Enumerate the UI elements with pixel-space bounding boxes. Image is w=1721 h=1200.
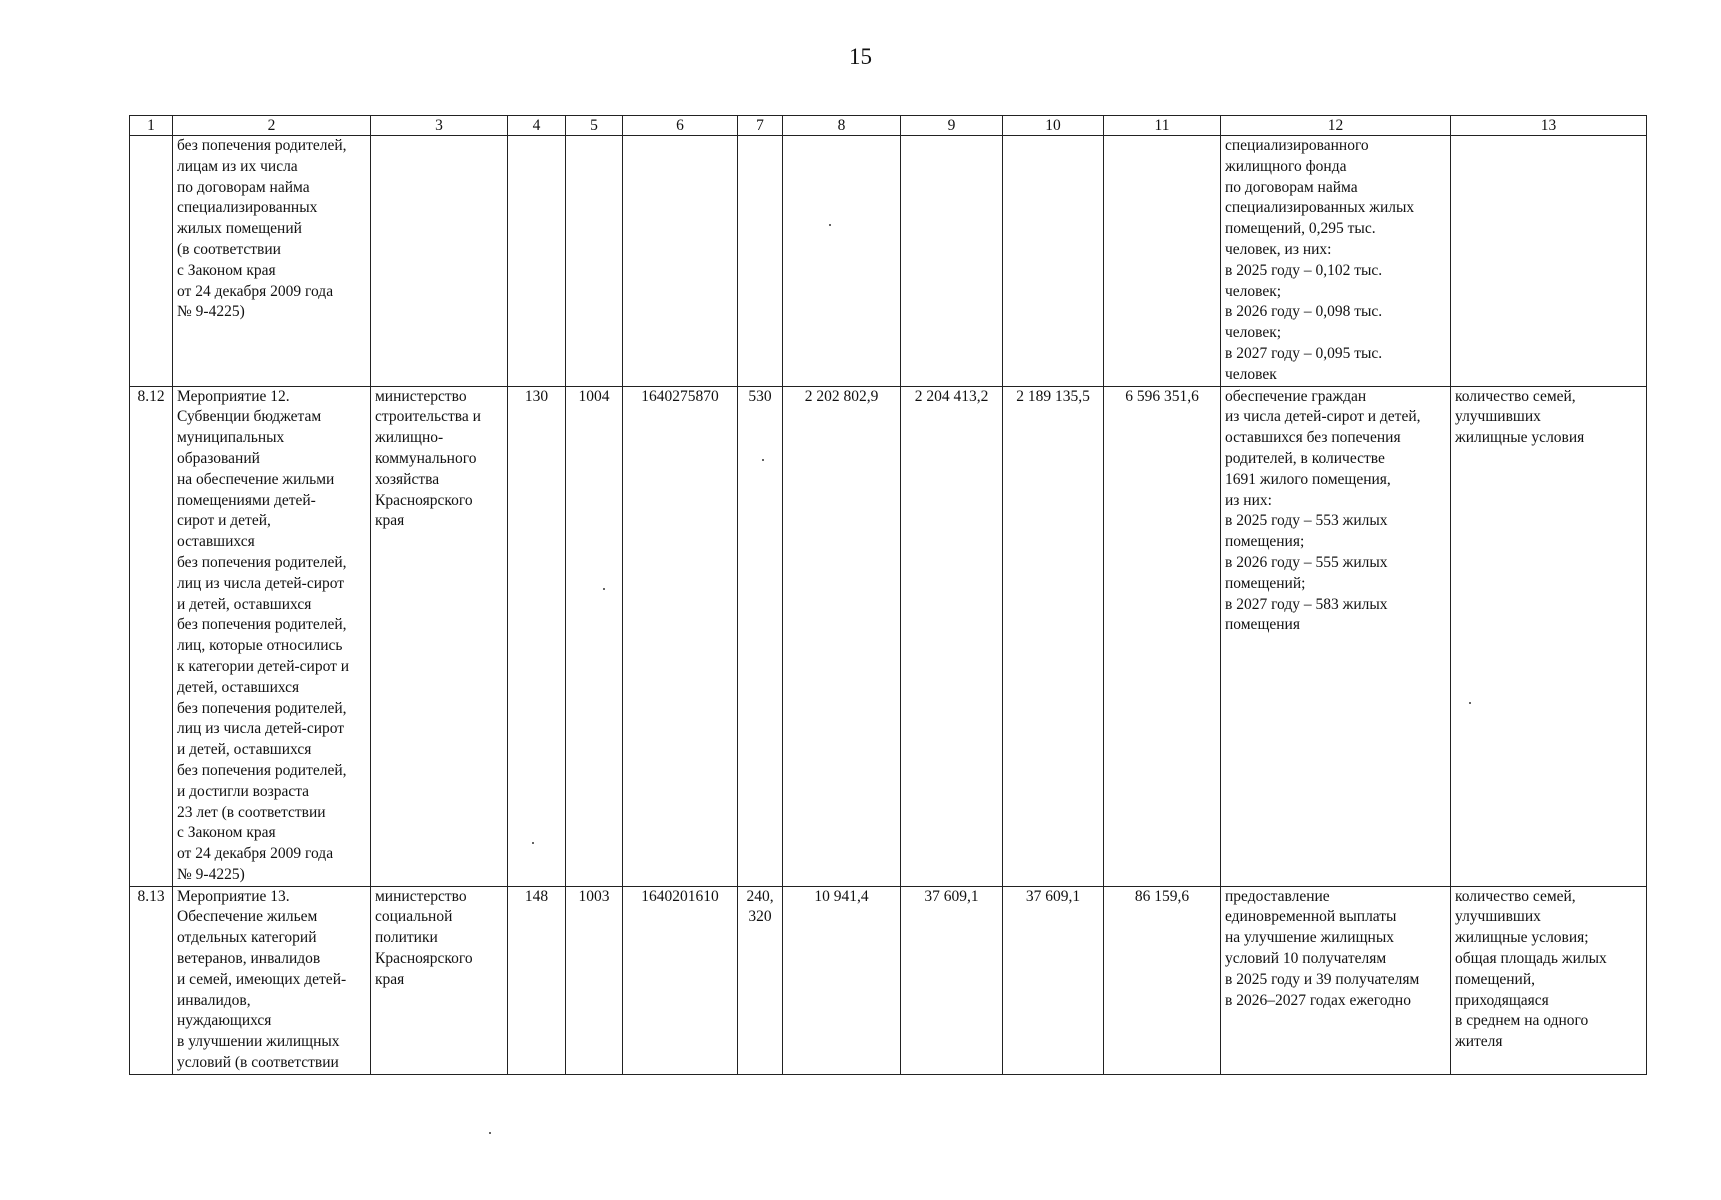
cell-total: 86 159,6 — [1104, 886, 1221, 1074]
scan-speck — [762, 459, 764, 461]
cell-grbs — [508, 136, 566, 387]
cell-csr — [623, 136, 738, 387]
cell-executor: министерство социальной политики Красноярского края — [371, 886, 508, 1074]
cell-result: специализированного жилищного фонда по договорам найма специализированных жилых помещений, 0,295 тыс. человек, из них: в 2025 году – 0,102 тыс. человек; в 2026 году – 0,098 тыс. человек; в 2027 году – 0,095 тыс. человек — [1221, 136, 1451, 387]
scan-speck — [532, 842, 534, 844]
cell-indicator — [1451, 136, 1647, 387]
cell-executor: министерство строительства и жилищно- коммунального хозяйства Красноярского края — [371, 386, 508, 886]
cell-csr: 1640201610 — [623, 886, 738, 1074]
cell-number — [130, 136, 173, 387]
cell-2025 — [783, 136, 901, 387]
page-number: 15 — [849, 44, 872, 69]
cell-result: предоставление единовременной выплаты на улучшение жилищных условий 10 получателям в 2025 году и 39 получателям в 2026–2027 годах ежегодно — [1221, 886, 1451, 1074]
col-header-12: 12 — [1221, 116, 1451, 136]
col-header-7: 7 — [738, 116, 783, 136]
cell-rzpr: 1004 — [566, 386, 623, 886]
cell-total — [1104, 136, 1221, 387]
cell-2025: 10 941,4 — [783, 886, 901, 1074]
table-row — [130, 386, 1647, 886]
scan-speck — [603, 588, 605, 590]
cell-csr: 1640275870 — [623, 386, 738, 886]
col-header-6: 6 — [623, 116, 738, 136]
cell-2026: 37 609,1 — [901, 886, 1003, 1074]
col-header-13: 13 — [1451, 116, 1647, 136]
cell-activity: без попечения родителей, лицам из их числа по договорам найма специализированных жилых помещений (в соответствии с Законом края от 24 декабря 2009 года № 9-4225) — [173, 136, 371, 387]
cell-vr: 530 — [738, 386, 783, 886]
col-header-5: 5 — [566, 116, 623, 136]
cell-2025: 2 202 802,9 — [783, 386, 901, 886]
cell-rzpr — [566, 136, 623, 387]
cell-vr: 240, 320 — [738, 886, 783, 1074]
scan-speck — [829, 224, 831, 226]
col-header-11: 11 — [1104, 116, 1221, 136]
cell-2026 — [901, 136, 1003, 387]
col-header-2: 2 — [173, 116, 371, 136]
col-header-3: 3 — [371, 116, 508, 136]
col-header-9: 9 — [901, 116, 1003, 136]
cell-indicator: количество семей, улучшивших жилищные условия; общая площадь жилых помещений, приходящаяся в среднем на одного жителя — [1451, 886, 1647, 1074]
cell-2027: 37 609,1 — [1003, 886, 1104, 1074]
col-header-4: 4 — [508, 116, 566, 136]
table-row — [130, 886, 1647, 1074]
cell-2027: 2 189 135,5 — [1003, 386, 1104, 886]
scan-speck — [1469, 702, 1471, 704]
cell-executor — [371, 136, 508, 387]
col-header-8: 8 — [783, 116, 901, 136]
scan-speck — [489, 1132, 491, 1134]
col-header-10: 10 — [1003, 116, 1104, 136]
program-table — [129, 115, 1647, 1075]
cell-activity: Мероприятие 12. Субвенции бюджетам муниципальных образований на обеспечение жильми помещениями детей- сирот и детей, оставшихся без попечения родителей, лиц из числа детей-сирот и детей, оставшихся без попечения родителей, лиц, которые относились к категории детей-сирот и детей, оставшихся без попечения родителей, лиц из числа детей-сирот и детей, оставшихся без попечения родителей, и достигли возраста 23 лет (в соответствии с Законом края от 24 декабря 2009 года № 9-4225) — [173, 386, 371, 886]
cell-vr — [738, 136, 783, 387]
cell-number: 8.13 — [130, 886, 173, 1074]
cell-indicator: количество семей, улучшивших жилищные условия — [1451, 386, 1647, 886]
cell-activity: Мероприятие 13. Обеспечение жильем отдельных категорий ветеранов, инвалидов и семей, имеющих детей- инвалидов, нуждающихся в улучшении жилищных условий (в соответствии — [173, 886, 371, 1074]
cell-2026: 2 204 413,2 — [901, 386, 1003, 886]
cell-2027 — [1003, 136, 1104, 387]
cell-total: 6 596 351,6 — [1104, 386, 1221, 886]
cell-number: 8.12 — [130, 386, 173, 886]
cell-result: обеспечение граждан из числа детей-сирот и детей, оставшихся без попечения родителей, в количестве 1691 жилого помещения, из них: в 2025 году – 553 жилых помещения; в 2026 году – 555 жилых помещений; в 2027 году – 583 жилых помещения — [1221, 386, 1451, 886]
header-row — [130, 116, 1647, 136]
col-header-1: 1 — [130, 116, 173, 136]
table-row — [130, 136, 1647, 387]
cell-rzpr: 1003 — [566, 886, 623, 1074]
cell-grbs: 148 — [508, 886, 566, 1074]
cell-grbs: 130 — [508, 386, 566, 886]
